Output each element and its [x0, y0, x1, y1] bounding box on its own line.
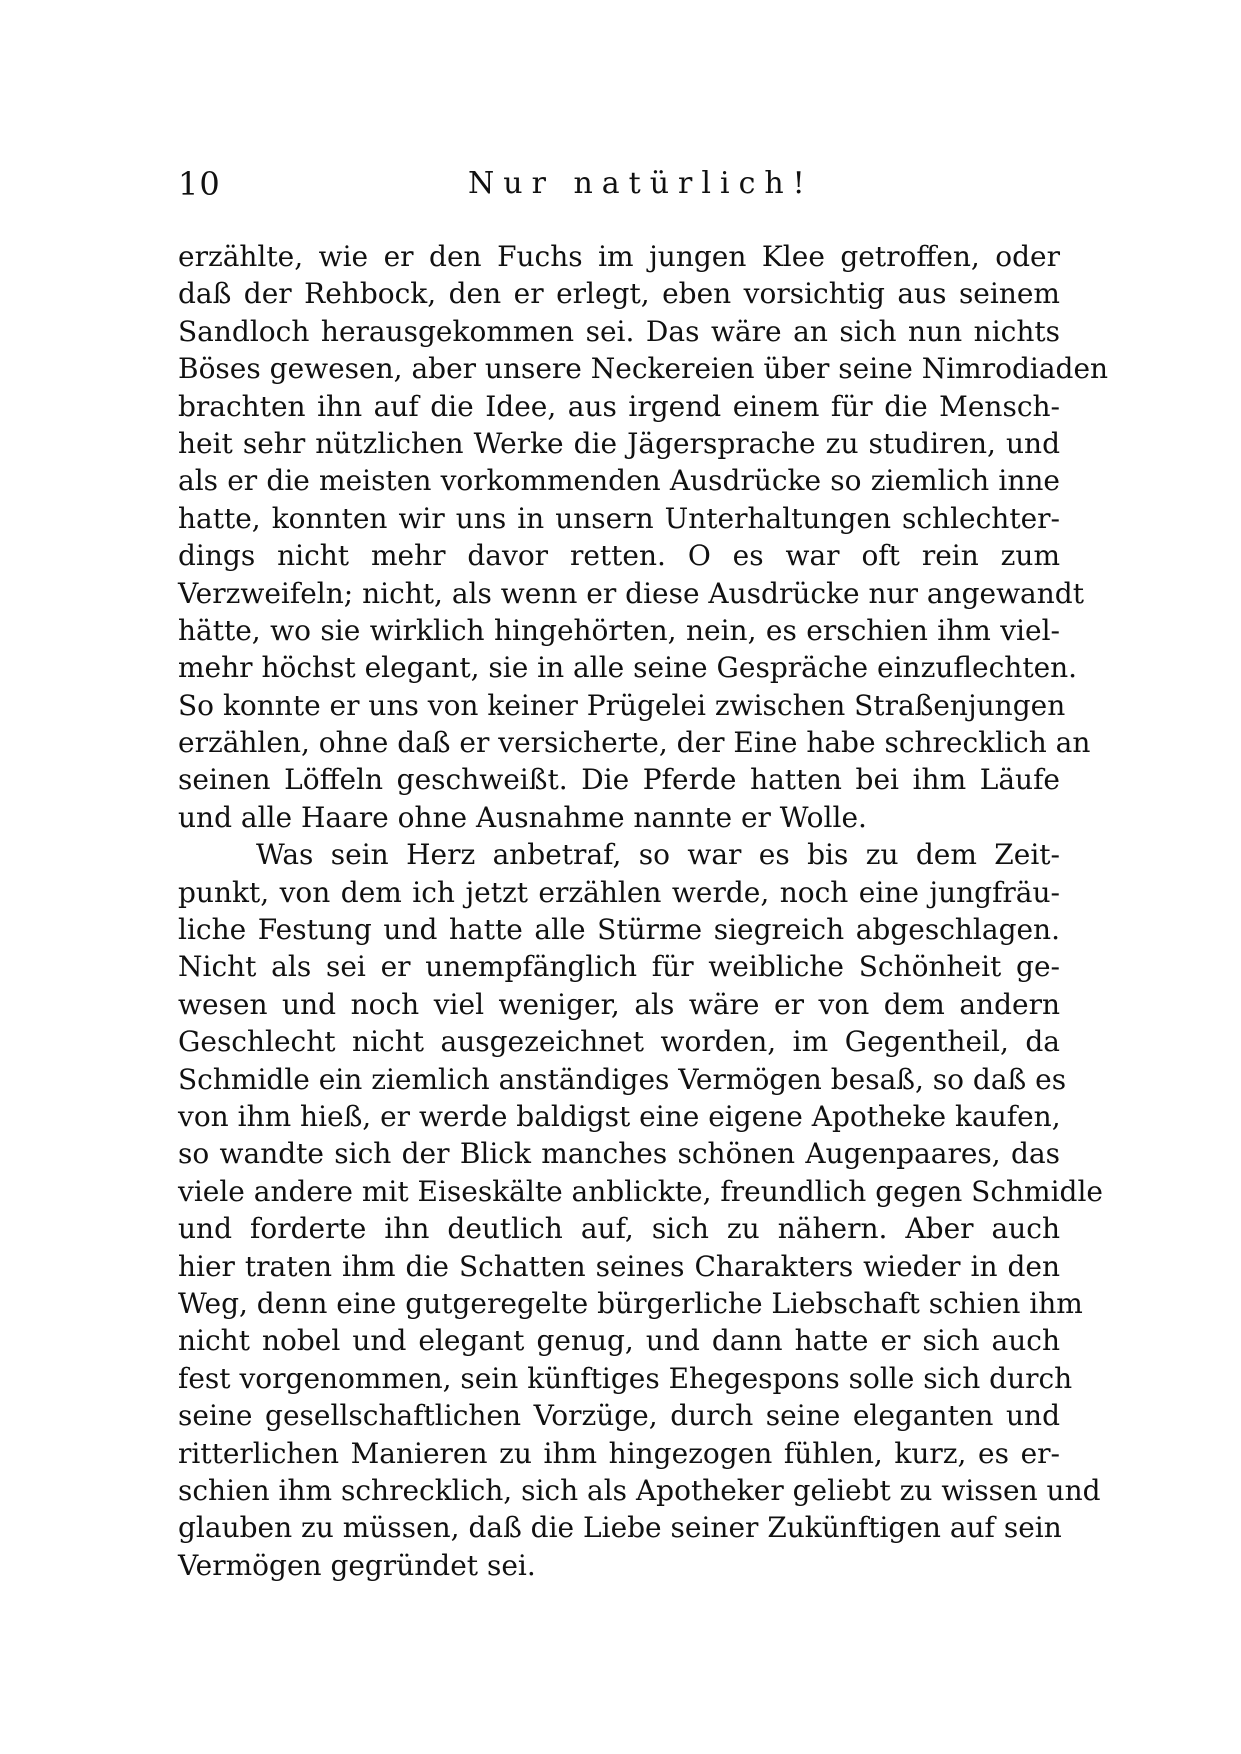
text-line: seine gesellschaftlichen Vorzüge, durch seine eleganten und — [178, 1399, 1060, 1433]
text-line: hatte, konnten wir uns in unsern Unterhaltungen schlechter- — [178, 501, 1060, 535]
text-line: Böses gewesen, aber unsere Neckereien über seine Nimrodiaden — [178, 352, 1109, 386]
text-line: und forderte ihn deutlich auf, sich zu nähern. Aber auch — [178, 1212, 1060, 1246]
running-head: Nur natürlich! — [468, 166, 814, 201]
text-line: erzählen, ohne daß er versicherte, der Eine habe schrecklich an — [178, 726, 1091, 760]
text-line: liche Festung und hatte alle Stürme siegreich abgeschlagen. — [178, 913, 1060, 947]
text-line: nicht nobel und elegant genug, und dann hatte er sich auch — [178, 1324, 1060, 1358]
page-header — [178, 164, 1060, 208]
text-line: hier traten ihm die Schatten seines Charakters wieder in den — [178, 1249, 1060, 1283]
text-line: und alle Haare ohne Ausnahme nannte er Wolle. — [178, 800, 867, 834]
text-line: erzählte, wie er den Fuchs im jungen Klee getroffen, oder — [178, 240, 1060, 273]
body-text — [178, 238, 1109, 1584]
text-line: mehr höchst elegant, sie in alle seine Gespräche einzuflechten. — [178, 651, 1078, 685]
text-line: wesen und noch viel weniger, als wäre er von dem andern — [178, 987, 1060, 1021]
text-line: Vermögen gegründet sei. — [178, 1548, 536, 1582]
text-line: Verzweifeln; nicht, als wenn er diese Ausdrücke nur angewandt — [178, 576, 1084, 610]
text-line: dings nicht mehr davor retten. O es war oft rein zum — [178, 539, 1060, 573]
text-line: Sandloch herausgekommen sei. Das wäre an sich nun nichts — [178, 314, 1060, 348]
text-line: viele andere mit Eiseskälte anblickte, freundlich gegen Schmidle — [178, 1174, 1103, 1208]
text-line: So konnte er uns von keiner Prügelei zwischen Straßenjungen — [178, 688, 1066, 722]
page-number: 10 — [178, 165, 221, 203]
text-line: daß der Rehbock, den er erlegt, eben vorsichtig aus seinem — [178, 277, 1060, 311]
text-line: punkt, von dem ich jetzt erzählen werde, noch eine jungfräu- — [178, 875, 1060, 909]
text-line: glauben zu müssen, daß die Liebe seiner Zukünftigen auf sein — [178, 1511, 1062, 1545]
text-line: Weg, denn eine gutgeregelte bürgerliche Liebschaft schien ihm — [178, 1286, 1083, 1320]
text-line: Nicht als sei er unempfänglich für weibliche Schönheit ge- — [178, 950, 1060, 984]
text-line: ritterlichen Manieren zu ihm hingezogen fühlen, kurz, es er- — [178, 1436, 1060, 1470]
text-line: brachten ihn auf die Idee, aus irgend einem für die Mensch- — [178, 389, 1060, 423]
text-line: heit sehr nützlichen Werke die Jägersprache zu studiren, und — [178, 426, 1060, 460]
text-line: Geschlecht nicht ausgezeichnet worden, im Gegentheil, da — [178, 1025, 1060, 1059]
text-line: Schmidle ein ziemlich anständiges Vermögen besaß, so daß es — [178, 1062, 1067, 1096]
text-line: fest vorgenommen, sein künftiges Ehegespons solle sich durch — [178, 1361, 1073, 1395]
text-line: schien ihm schrecklich, sich als Apotheker geliebt zu wissen und — [178, 1473, 1101, 1507]
text-line: hätte, wo sie wirklich hingehörten, nein, es erschien ihm viel- — [178, 613, 1060, 647]
text-line: als er die meisten vorkommenden Ausdrücke so ziemlich inne — [178, 464, 1060, 498]
text-line: so wandte sich der Blick manches schönen Augenpaares, das — [178, 1137, 1060, 1171]
text-line: von ihm hieß, er werde baldigst eine eigene Apotheke kaufen, — [178, 1099, 1061, 1133]
text-line: Was sein Herz anbetraf, so war es bis zu dem Zeit- — [256, 838, 1060, 872]
text-line: seinen Löffeln geschweißt. Die Pferde hatten bei ihm Läufe — [178, 763, 1060, 797]
